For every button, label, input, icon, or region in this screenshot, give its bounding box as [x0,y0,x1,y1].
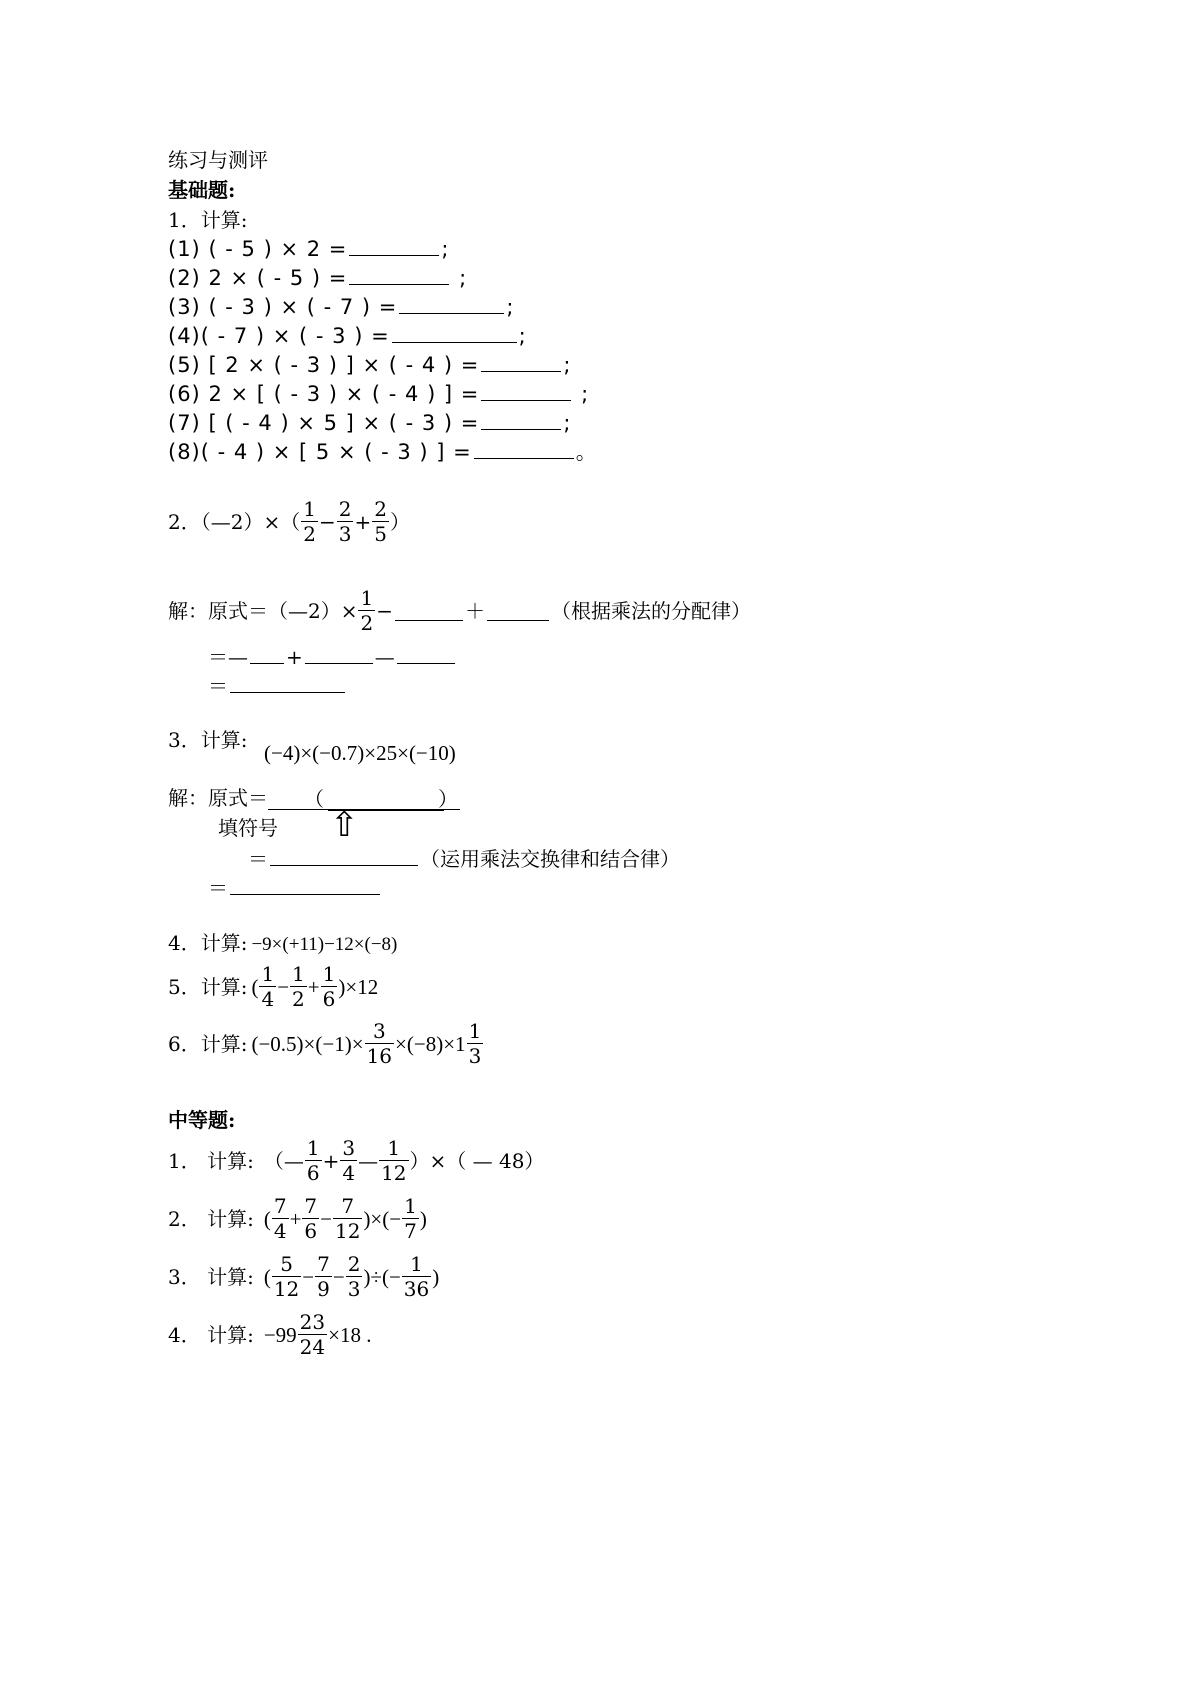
section-title-basic: 基础题: [168,178,236,202]
fraction: $\frac{2}{3}$ [347,1252,361,1301]
fill-sign-hint: 填符号 [218,816,278,840]
fraction: $\frac{1}{2}$ [292,962,305,1011]
page-heading: 练习与测评 [168,148,268,172]
q3-solution-line1: 解：原式＝ （ ） [168,786,458,811]
answer-blank[interactable] [395,600,463,621]
answer-blank[interactable] [487,600,549,621]
fraction: $\frac{1}{2}$ [303,497,316,546]
q1-item-2: (2) 2 × ( - 5 ) = ; [168,266,468,290]
q5-expression: 5．计算: ( $\frac{1}{4}$ − $\frac{1}{2}$ + $\frac{1}{6}$ )×12 [168,962,379,1011]
answer-blank[interactable] [349,235,439,256]
q1-label: 1．计算: [168,208,248,232]
medium-q2-expression: 2． 计算: ( $\frac{7}{4}$ + $\frac{7}{6}$ − $\frac{7}{12}$ )×(− $\frac{1}{7}$ ) [168,1194,427,1243]
fraction: $\frac{1}{2}$ [360,586,374,635]
fraction: $\frac{1}{12}$ [381,1136,407,1185]
answer-blank[interactable] [481,351,561,372]
q1-item-6: (6) 2 × [ ( - 3 ) × ( - 4 ) ] = ; [168,382,590,406]
q6-expression: 6．计算: (−0.5)×(−1)× $\frac{3}{16}$ ×(−8)×1 $\frac{1}{3}$ [168,1019,482,1068]
q1-item-1: (1) ( - 5 ) × 2 = ; [168,237,450,261]
answer-blank[interactable] [230,874,380,895]
answer-blank[interactable] [250,643,284,664]
q1-item-3: (3) ( - 3 ) × ( - 7 ) = ; [168,295,515,319]
q4-expression: 4．计算: −9×(+11)−12×(−8) [168,931,398,955]
q1-item-5: (5) [ 2 × ( - 3 ) ] × ( - 4 ) = ; [168,353,572,377]
answer-blank[interactable] [305,643,373,664]
medium-q4-expression: 4． 计算: −99 $\frac{23}{24}$ ×18 . [168,1310,372,1359]
answer-blank[interactable] [481,409,561,430]
answer-blank[interactable] [474,438,574,459]
fraction: $\frac{1}{4}$ [261,962,275,1011]
q3-solution-line3: ＝ [208,874,382,900]
fraction: $\frac{5}{12}$ [273,1252,300,1301]
section-title-medium: 中等题: [168,1108,236,1132]
fraction: $\frac{7}{12}$ [334,1194,361,1243]
answer-blank[interactable] [270,845,418,866]
fraction: $\frac{1}{6}$ [306,1136,320,1185]
fraction: $\frac{1}{7}$ [404,1194,417,1243]
fraction: $\frac{7}{9}$ [317,1252,330,1301]
fraction: $\frac{7}{6}$ [304,1194,318,1243]
q1-item-7: (7) [ ( - 4 ) × 5 ] × ( - 3 ) = ; [168,411,572,435]
fraction: $\frac{2}{5}$ [374,497,387,546]
answer-blank[interactable] [399,293,504,314]
q2-solution-line3: ＝ [208,672,347,698]
fraction: $\frac{2}{3}$ [338,497,352,546]
fraction: $\frac{3}{4}$ [342,1136,356,1185]
fraction: $\frac{3}{16}$ [366,1019,393,1068]
answer-blank[interactable] [392,322,517,343]
q1-item-4: (4)( - 7 ) × ( - 3 ) = ; [168,324,527,348]
q3-label: 3．计算: [168,728,248,752]
fraction: $\frac{7}{4}$ [273,1194,287,1243]
q2-expression: 2．（—2）×（ $\frac{1}{2}$ − $\frac{2}{3}$ + $\frac{2}{5}$ ） [168,497,410,546]
answer-blank[interactable] [230,672,345,693]
medium-q3-expression: 3． 计算: ( $\frac{5}{12}$ − $\frac{7}{9}$ − $\frac{2}{3}$ )÷(− $\frac{1}{36}$ ) [168,1252,440,1301]
answer-blank[interactable] [397,643,455,664]
fraction: $\frac{23}{24}$ [299,1310,326,1359]
fraction: $\frac{1}{3}$ [468,1019,482,1068]
q2-solution-line2: ＝— + — [208,643,457,669]
fraction: $\frac{1}{36}$ [403,1252,430,1301]
answer-blank[interactable] [481,380,571,401]
q3-expression: (−4)×(−0.7)×25×(−10) [264,741,456,765]
up-arrow-icon: ⇧ [330,805,359,845]
q3-solution-line2: ＝ （运用乘法交换律和结合律） [248,847,680,871]
q2-solution-line1: 解：原式＝（—2）× $\frac{1}{2}$ − ＋ （根据乘法的分配律） [168,586,751,635]
answer-blank[interactable] [349,264,449,285]
fraction: $\frac{1}{6}$ [322,962,336,1011]
medium-q1-expression: 1． 计算: （— $\frac{1}{6}$ + $\frac{3}{4}$ — $\frac{1}{12}$ ）×（ — 48） [168,1136,545,1185]
q1-item-8: (8)( - 4 ) × [ 5 × ( - 3 ) ] = 。 [168,440,598,464]
answer-blank[interactable]: （ ） [268,787,460,810]
